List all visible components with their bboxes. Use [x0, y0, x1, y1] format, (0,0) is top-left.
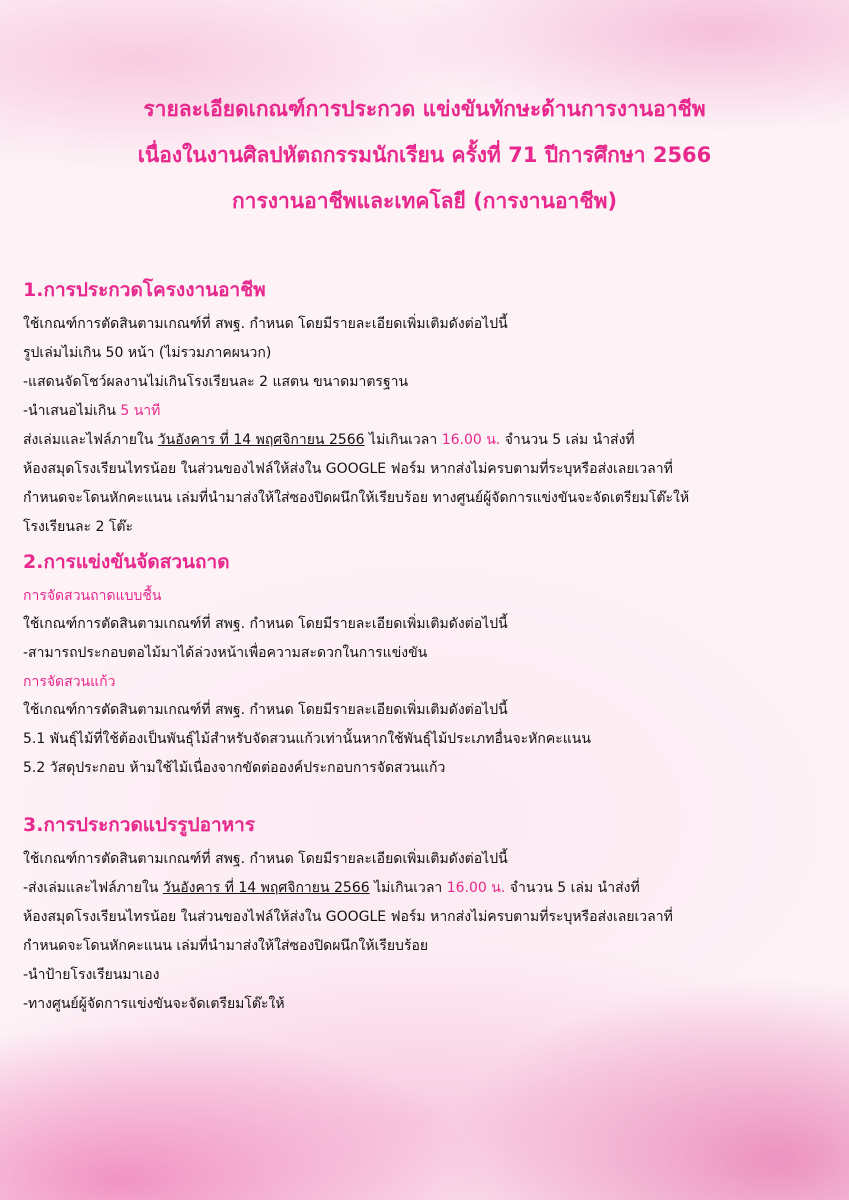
s3-library-note: ห้องสมุดโรงเรียนไทรน้อย ในส่วนของไฟล์ให้ส่งใน GOOGLE ฟอร์ม หากส่งไม่ครบตามที่ระบุหรือส่งเลยเวลาที่	[23, 909, 673, 925]
s1-submission-text-a: ส่งเล่มและไฟล์ภายใน	[23, 432, 158, 448]
s1-table-note: โรงเรียนละ 2 โต๊ะ	[23, 519, 133, 535]
s3-submission	[23, 874, 823, 903]
s1-submission-date: วันอังคาร ที่ 14 พฤศจิกายน 2566	[157, 432, 365, 448]
s2-criteria-1: ใช้เกณฑ์การตัดสินตามเกณฑ์ที่ สพฐ. กำหนด โดยมีรายละเอียดเพิ่มเติมดังต่อไปนี้	[23, 616, 508, 632]
section-project-contest	[23, 270, 823, 542]
s2-rule-5-2: 5.2 วัสดุประกอบ ห้ามใช้ไม้เนื่องจากขัดต่อองค์ประกอบการจัดสวนแก้ว	[23, 760, 446, 776]
s2-subheading-moist-tray: การจัดสวนถาดแบบชื้น	[23, 588, 162, 604]
s2-stump-note: -สามารถประกอบตอไม้มาได้ล่วงหน้าเพื่อความสะดวกในการแข่งขัน	[23, 645, 428, 661]
title-line-3: การงานอาชีพและเทคโลยี (การงานอาชีพ)	[231, 189, 618, 213]
s1-penalty-note: กำหนดจะโดนหักคะแนน เล่มที่นำมาส่งให้ใส่ซองปิดผนึกให้เรียบร้อย ทางศูนย์ผู้จัดการแข่งขันจะจัดเตรียมโต๊ะให้	[23, 490, 690, 506]
s1-submission	[23, 426, 823, 455]
s2-subheading-glass-garden: การจัดสวนแก้ว	[23, 674, 116, 690]
s3-sign-note: -นำป้ายโรงเรียนมาเอง	[23, 967, 160, 983]
s2-rule-5-1: 5.1 พันธุ์ไม้ที่ใช้ต้องเป็นพันธุ์ไม้สำหรับจัดสวนแก้วเท่านั้นหากใช้พันธุ์ไม้ประเภทอื่นจะหักคะแนน	[23, 731, 591, 747]
section-food-processing	[23, 805, 823, 1019]
s1-stand-limit: -แสดนจัดโชว์ผลงานไม่เกินโรงเรียนละ 2 แสตน ขนาดมาตรฐาน	[23, 374, 409, 390]
document-body	[23, 270, 823, 1019]
s1-submission-text-e: จำนวน 5 เล่ม นำส่งที่	[500, 432, 635, 448]
s1-presentation-text: -นำเสนอไม่เกิน	[23, 403, 121, 419]
s1-page-limit: รูปเล่มไม่เกิน 50 หน้า (ไม่รวมภาคผนวก)	[23, 345, 272, 361]
title-line-1: รายละเอียดเกณฑ์การประกวด แข่งขันทักษะด้านการงานอาชีพ	[143, 97, 706, 121]
section-1-heading: 1.การประกวดโครงงานอาชีพ	[23, 279, 266, 301]
s3-penalty-note: กำหนดจะโดนหักคะแนน เล่มที่นำมาส่งให้ใส่ซองปิดผนึกให้เรียบร้อย	[23, 938, 429, 954]
s1-submission-text-c: ไม่เกินเวลา	[364, 432, 442, 448]
s3-submission-date: วันอังคาร ที่ 14 พฤศจิกายน 2566	[162, 880, 370, 896]
s1-presentation-limit	[23, 397, 823, 426]
s3-submission-text-a: -ส่งเล่มและไฟล์ภายใน	[23, 880, 163, 896]
s1-criteria: ใช้เกณฑ์การตัดสินตามเกณฑ์ที่ สพฐ. กำหนด โดยมีรายละเอียดเพิ่มเติมดังต่อไปนี้	[23, 316, 508, 332]
s3-table-note: -ทางศูนย์ผู้จัดการแข่งขันจะจัดเตรียมโต๊ะให้	[23, 996, 285, 1012]
s1-presentation-time: 5 นาที	[120, 403, 161, 419]
s3-criteria: ใช้เกณฑ์การตัดสินตามเกณฑ์ที่ สพฐ. กำหนด โดยมีรายละเอียดเพิ่มเติมดังต่อไปนี้	[23, 851, 508, 867]
s3-submission-time: 16.00 น.	[446, 880, 506, 896]
s1-library-note: ห้องสมุดโรงเรียนไทรน้อย ในส่วนของไฟล์ให้ส่งใน GOOGLE ฟอร์ม หากส่งไม่ครบตามที่ระบุหรือส่งเลยเวลาที่	[23, 461, 673, 477]
s1-submission-time: 16.00 น.	[441, 432, 501, 448]
s2-criteria-2: ใช้เกณฑ์การตัดสินตามเกณฑ์ที่ สพฐ. กำหนด โดยมีรายละเอียดเพิ่มเติมดังต่อไปนี้	[23, 702, 508, 718]
s3-submission-text-c: ไม่เกินเวลา	[369, 880, 447, 896]
section-2-heading: 2.การแข่งขันจัดสวนถาด	[23, 551, 230, 573]
title-line-2: เนื่องในงานศิลปหัตถกรรมนักเรียน ครั้งที่ 71 ปีการศึกษา 2566	[137, 143, 712, 167]
section-3-heading: 3.การประกวดแปรรูปอาหาร	[23, 814, 256, 836]
s3-submission-text-e: จำนวน 5 เล่ม นำส่งที่	[505, 880, 640, 896]
document-title	[0, 86, 849, 224]
section-tray-garden	[23, 542, 823, 783]
